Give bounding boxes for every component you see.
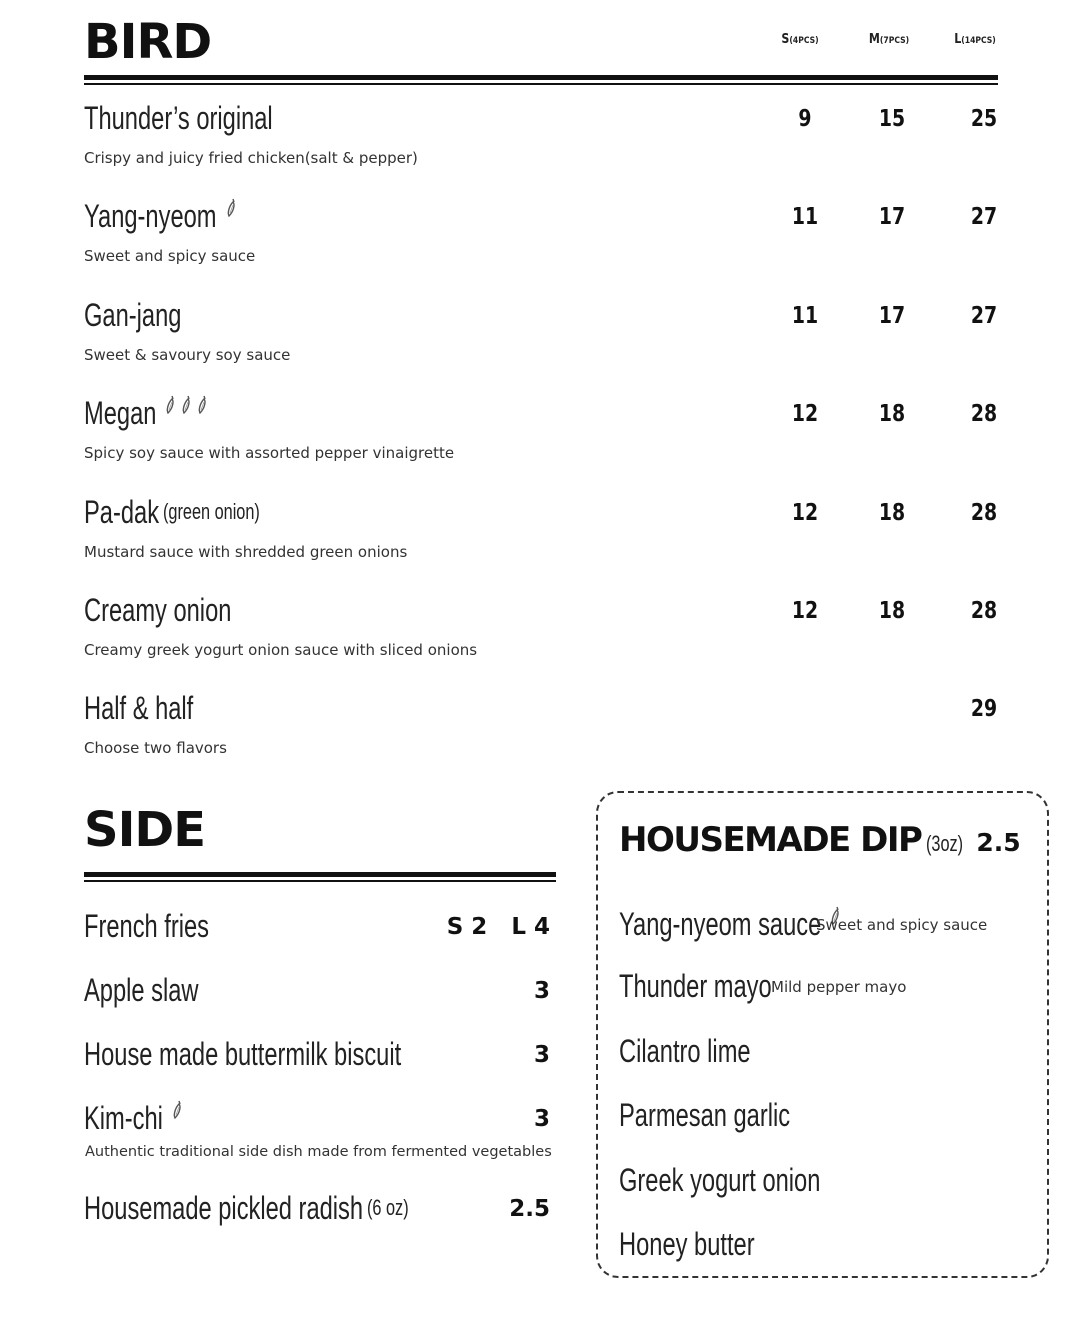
price-large: 28 <box>970 401 998 427</box>
item-extras <box>221 198 237 220</box>
dip-item <box>619 1097 850 1134</box>
side-divider-thick <box>84 872 556 877</box>
dip-size: (3oz) <box>925 831 963 856</box>
size-header-large <box>945 32 1005 47</box>
dip-item-name: Greek yogurt onion <box>619 1162 821 1198</box>
bird-item-name: Creamy onion <box>84 592 232 628</box>
side-item <box>84 908 253 945</box>
size-pcs: (4PCS) <box>789 36 819 46</box>
size-pcs: (14PCS) <box>961 36 996 46</box>
price-medium: 15 <box>878 106 906 132</box>
dip-item <box>619 1226 802 1263</box>
side-item-name: House made buttermilk biscuit <box>84 1036 402 1072</box>
dip-item <box>619 1162 891 1199</box>
bird-item-name-line <box>84 100 339 136</box>
bird-divider-thick <box>84 75 998 80</box>
side-item <box>84 1036 513 1073</box>
bird-item-name: Megan <box>84 395 157 431</box>
dip-title: HOUSEMADE DIP <box>619 820 922 860</box>
item-extras <box>160 395 208 417</box>
bird-item-description: Spicy soy sauce with assorted pepper vinaigrette <box>84 444 455 462</box>
size-letter: S <box>781 32 790 47</box>
item-note: (green onion) <box>163 499 260 524</box>
size-pcs: (7PCS) <box>879 36 910 46</box>
side-item-price: S 2 L 4 <box>446 914 550 940</box>
item-extras <box>167 1100 183 1122</box>
bird-item-name-line <box>84 690 232 726</box>
dip-item-description: Mild pepper mayo <box>771 978 907 996</box>
bird-item-name-line <box>84 592 283 628</box>
side-divider-thin <box>84 880 556 882</box>
side-item-name: Apple slaw <box>84 972 199 1008</box>
chili-pepper-icon <box>171 1100 183 1122</box>
side-item-name: Housemade pickled radish <box>84 1190 364 1226</box>
price-small: 11 <box>791 303 819 329</box>
side-item <box>84 972 239 1009</box>
side-item <box>84 1190 461 1227</box>
bird-item-name-line <box>84 494 260 530</box>
bird-item-description: Sweet & savoury soy sauce <box>84 346 291 364</box>
item-extras <box>163 494 294 530</box>
side-item-price: 3 <box>533 1042 550 1068</box>
size-header-small <box>770 32 830 47</box>
side-item-name: French fries <box>84 908 210 944</box>
side-title: SIDE <box>84 802 206 858</box>
dip-header <box>619 820 1021 860</box>
bird-item-description: Choose two flavors <box>84 739 227 757</box>
price-large: 27 <box>970 204 998 230</box>
bird-title: BIRD <box>84 14 212 70</box>
price-medium: 18 <box>878 401 906 427</box>
chili-pepper-icon <box>225 198 237 220</box>
price-medium: 18 <box>878 598 906 624</box>
price-large: 25 <box>970 106 998 132</box>
bird-item-name-line <box>84 395 182 431</box>
price-small: 12 <box>791 401 819 427</box>
bird-item-description: Crispy and juicy fried chicken(salt & pepper) <box>84 149 418 167</box>
price-medium: 17 <box>878 204 906 230</box>
side-item-price: 2.5 <box>509 1196 550 1222</box>
price-small: 9 <box>798 106 812 132</box>
bird-item-name: Gan-jang <box>84 297 182 333</box>
bird-item-description: Sweet and spicy sauce <box>84 247 256 265</box>
side-item-price: 3 <box>533 1106 550 1132</box>
price-medium: 18 <box>878 500 906 526</box>
dip-item-name: Parmesan garlic <box>619 1097 791 1133</box>
size-header-medium <box>859 32 919 47</box>
dip-item-name: Honey butter <box>619 1226 755 1262</box>
chili-pepper-icon <box>164 395 176 417</box>
dip-item <box>619 1033 797 1070</box>
side-item-description: Authentic traditional side dish made from fermented vegetables <box>85 1144 552 1160</box>
dip-item-name: Cilantro lime <box>619 1033 751 1069</box>
chili-pepper-icon <box>196 395 208 417</box>
bird-item-description: Mustard sauce with shredded green onions <box>84 543 408 561</box>
bird-item-description: Creamy greek yogurt onion sauce with sliced onions <box>84 641 478 659</box>
side-item-name: Kim-chi <box>84 1100 163 1136</box>
price-small: 11 <box>791 204 819 230</box>
side-item-price: 3 <box>533 978 550 1004</box>
bird-divider-thin <box>84 83 998 85</box>
price-small: 12 <box>791 598 819 624</box>
item-note: (6 oz) <box>367 1195 409 1220</box>
price-medium: 17 <box>878 303 906 329</box>
bird-item-name: Pa-dak <box>84 494 160 530</box>
price-large: 28 <box>970 500 998 526</box>
size-letter: M <box>868 32 880 47</box>
dip-price: 2.5 <box>976 828 1021 857</box>
price-large: 29 <box>970 696 998 722</box>
bird-item-name: Thunder’s original <box>84 100 273 136</box>
side-item <box>84 1100 191 1137</box>
size-letter: L <box>954 32 962 47</box>
price-large: 27 <box>970 303 998 329</box>
bird-item-name-line <box>84 198 263 234</box>
price-small: 12 <box>791 500 819 526</box>
chili-pepper-icon <box>180 395 192 417</box>
bird-item-name-line <box>84 297 216 333</box>
item-extras <box>367 1190 423 1226</box>
price-large: 28 <box>970 598 998 624</box>
dip-item-name: Yang-nyeom sauce <box>619 906 822 942</box>
dip-item-name: Thunder mayo <box>619 968 772 1004</box>
bird-item-name: Yang-nyeom <box>84 198 217 234</box>
bird-item-name: Half & half <box>84 690 194 726</box>
dip-item-description: Sweet and spicy sauce <box>816 916 988 934</box>
